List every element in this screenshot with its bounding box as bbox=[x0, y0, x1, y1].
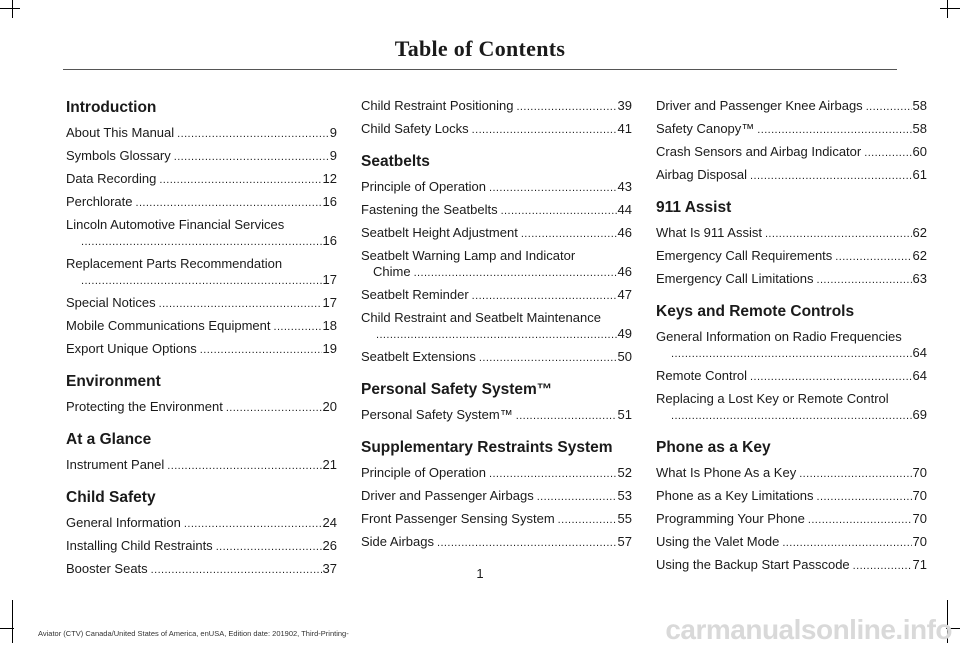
dot-leader bbox=[750, 369, 911, 385]
entry-title: Installing Child Restraints bbox=[66, 538, 213, 553]
dot-leader bbox=[216, 539, 322, 555]
section-heading: Seatbelts bbox=[361, 153, 430, 170]
entry-page-number: 20 bbox=[322, 399, 337, 414]
dot-leader bbox=[671, 346, 912, 362]
toc-column-2 bbox=[361, 98, 632, 565]
section-heading: Environment bbox=[66, 373, 161, 390]
entry-page-number: 46 bbox=[617, 264, 632, 279]
dot-leader bbox=[817, 272, 912, 288]
toc-entry[interactable] bbox=[361, 121, 632, 138]
entry-title: Programming Your Phone bbox=[656, 511, 805, 526]
entry-page-number: 41 bbox=[617, 121, 632, 136]
dot-leader bbox=[750, 168, 911, 184]
crop-mark bbox=[12, 0, 13, 18]
dot-leader bbox=[376, 327, 617, 343]
dot-leader bbox=[135, 195, 321, 211]
toc-entry[interactable] bbox=[361, 310, 632, 343]
dot-leader bbox=[765, 226, 912, 242]
entry-page-number: 9 bbox=[329, 125, 337, 140]
entry-title: Side Airbags bbox=[361, 534, 434, 549]
footer-edition-text: Aviator (CTV) Canada/United States of America, enUSA, Edition date: 201902, Third-Printing- bbox=[38, 629, 349, 638]
entry-title: Emergency Call Limitations bbox=[656, 271, 814, 286]
dot-leader bbox=[167, 458, 321, 474]
section-heading: Phone as a Key bbox=[656, 439, 771, 456]
entry-title: Driver and Passenger Airbags bbox=[361, 488, 534, 503]
crop-mark bbox=[0, 628, 14, 629]
crop-mark bbox=[12, 600, 13, 643]
entry-page-number: 63 bbox=[912, 271, 927, 286]
toc-entry[interactable] bbox=[656, 368, 927, 385]
entry-page-number: 46 bbox=[617, 225, 632, 240]
entry-title: Replacement Parts Recommendation bbox=[66, 256, 283, 271]
entry-page-number: 70 bbox=[912, 511, 927, 526]
toc-section bbox=[656, 302, 927, 424]
dot-leader bbox=[489, 466, 617, 482]
toc-column-1 bbox=[66, 98, 337, 592]
toc-entry[interactable] bbox=[66, 256, 337, 289]
entry-page-number: 51 bbox=[617, 407, 632, 422]
entry-page-number: 64 bbox=[912, 345, 927, 360]
page-title: Table of Contents bbox=[394, 36, 566, 61]
dot-leader bbox=[184, 516, 322, 532]
toc-entry[interactable] bbox=[361, 225, 632, 242]
dot-leader bbox=[516, 408, 617, 424]
entry-page-number: 43 bbox=[617, 179, 632, 194]
entry-title: Using the Valet Mode bbox=[656, 534, 780, 549]
dot-leader bbox=[200, 342, 322, 358]
entry-title: Child Restraint and Seatbelt Maintenance bbox=[361, 310, 601, 325]
section-heading: Supplementary Restraints System bbox=[361, 439, 613, 456]
entry-title: General Information on Radio Frequencies bbox=[656, 329, 902, 344]
entry-page-number: 70 bbox=[912, 534, 927, 549]
entry-page-number: 16 bbox=[322, 233, 337, 248]
toc-section bbox=[361, 152, 632, 366]
section-heading: Introduction bbox=[66, 99, 157, 116]
entry-title: Mobile Communications Equipment bbox=[66, 318, 271, 333]
toc-section bbox=[66, 488, 337, 578]
toc-column-3 bbox=[656, 98, 927, 588]
section-heading: 911 Assist bbox=[656, 199, 732, 216]
entry-page-number: 69 bbox=[912, 407, 927, 422]
entry-title: Front Passenger Sensing System bbox=[361, 511, 555, 526]
entry-page-number: 49 bbox=[617, 326, 632, 341]
dot-leader bbox=[866, 99, 912, 115]
entry-page-number: 21 bbox=[322, 457, 337, 472]
dot-leader bbox=[537, 489, 617, 505]
toc-entry[interactable] bbox=[66, 457, 337, 474]
toc-entry[interactable] bbox=[361, 202, 632, 219]
entry-title: Replacing a Lost Key or Remote Control bbox=[656, 391, 889, 406]
entry-page-number: 60 bbox=[912, 144, 927, 159]
toc-entry[interactable] bbox=[361, 407, 632, 424]
entry-title: Export Unique Options bbox=[66, 341, 197, 356]
entry-title: Fastening the Seatbelts bbox=[361, 202, 498, 217]
entry-title: Principle of Operation bbox=[361, 465, 487, 480]
entry-title: Special Notices bbox=[66, 295, 156, 310]
entry-title: Lincoln Automotive Financial Services bbox=[66, 217, 285, 232]
entry-page-number: 61 bbox=[912, 167, 927, 182]
entry-page-number: 71 bbox=[912, 557, 927, 572]
crop-mark bbox=[947, 0, 948, 18]
entry-title: Child Safety Locks bbox=[361, 121, 469, 136]
entry-title: About This Manual bbox=[66, 125, 175, 140]
toc-section bbox=[656, 438, 927, 574]
dot-leader bbox=[174, 149, 329, 165]
dot-leader bbox=[817, 489, 912, 505]
entry-title: Seatbelt Extensions bbox=[361, 349, 476, 364]
toc-section bbox=[66, 372, 337, 416]
section-heading: Child Safety bbox=[66, 489, 156, 506]
entry-title: Using the Backup Start Passcode bbox=[656, 557, 850, 572]
toc-section bbox=[361, 380, 632, 424]
entry-page-number: 64 bbox=[912, 368, 927, 383]
entry-title: Protecting the Environment bbox=[66, 399, 223, 414]
entry-title: Crash Sensors and Airbag Indicator bbox=[656, 144, 862, 159]
toc-section bbox=[656, 98, 927, 184]
toc-entry[interactable] bbox=[361, 287, 632, 304]
entry-page-number: 37 bbox=[322, 561, 337, 576]
entry-title: Data Recording bbox=[66, 171, 157, 186]
toc-entry[interactable] bbox=[66, 217, 337, 250]
entry-page-number: 52 bbox=[617, 465, 632, 480]
toc-entry[interactable] bbox=[656, 144, 927, 161]
toc-section bbox=[66, 430, 337, 474]
toc-entry[interactable] bbox=[361, 488, 632, 505]
entry-page-number: 24 bbox=[322, 515, 337, 530]
entry-page-number: 39 bbox=[617, 98, 632, 113]
crop-mark bbox=[0, 8, 20, 9]
dot-leader bbox=[437, 535, 617, 551]
toc-entry[interactable] bbox=[361, 349, 632, 366]
toc-entry[interactable] bbox=[361, 465, 632, 482]
dot-leader bbox=[864, 145, 911, 161]
dot-leader bbox=[159, 296, 322, 312]
entry-page-number: 12 bbox=[322, 171, 337, 186]
entry-page-number: 53 bbox=[617, 488, 632, 503]
dot-leader bbox=[835, 249, 911, 265]
toc-entry[interactable] bbox=[656, 121, 927, 138]
title-divider bbox=[63, 69, 897, 70]
dot-leader bbox=[799, 466, 911, 482]
toc-entry[interactable] bbox=[656, 167, 927, 184]
toc-entry[interactable] bbox=[66, 295, 337, 312]
entry-title: Personal Safety System™ bbox=[361, 407, 513, 422]
watermark: carmanualsonline.info bbox=[665, 614, 952, 645]
toc-section bbox=[361, 438, 632, 551]
entry-page-number: 16 bbox=[322, 194, 337, 209]
dot-leader bbox=[501, 203, 617, 219]
entry-page-number: 57 bbox=[617, 534, 632, 549]
toc-entry[interactable] bbox=[656, 391, 927, 424]
toc-entry[interactable] bbox=[656, 511, 927, 528]
toc-entry[interactable] bbox=[66, 148, 337, 165]
entry-title: What Is 911 Assist bbox=[656, 225, 762, 240]
entry-title: Symbols Glossary bbox=[66, 148, 171, 163]
toc-entry[interactable] bbox=[656, 98, 927, 115]
entry-title: Instrument Panel bbox=[66, 457, 165, 472]
toc-entry[interactable] bbox=[66, 318, 337, 335]
entry-page-number: 62 bbox=[912, 225, 927, 240]
entry-title: Booster Seats bbox=[66, 561, 148, 576]
section-heading: At a Glance bbox=[66, 431, 152, 448]
toc-entry[interactable] bbox=[66, 399, 337, 416]
dot-leader bbox=[81, 234, 322, 250]
section-heading: Personal Safety System™ bbox=[361, 381, 553, 398]
entry-page-number: 47 bbox=[617, 287, 632, 302]
entry-page-number: 70 bbox=[912, 465, 927, 480]
toc-entry[interactable] bbox=[656, 534, 927, 551]
toc-entry[interactable] bbox=[361, 534, 632, 551]
toc-entry[interactable] bbox=[656, 488, 927, 505]
dot-leader bbox=[159, 172, 321, 188]
toc-entry[interactable] bbox=[656, 248, 927, 265]
entry-title: General Information bbox=[66, 515, 181, 530]
dot-leader bbox=[671, 408, 912, 424]
entry-title: Principle of Operation bbox=[361, 179, 487, 194]
dot-leader bbox=[516, 99, 616, 115]
entry-page-number: 26 bbox=[322, 538, 337, 553]
entry-page-number: 44 bbox=[617, 202, 632, 217]
toc-entry[interactable] bbox=[361, 98, 632, 115]
entry-title: Remote Control bbox=[656, 368, 748, 383]
entry-title: Phone as a Key Limitations bbox=[656, 488, 814, 503]
entry-page-number: 55 bbox=[617, 511, 632, 526]
entry-title: Seatbelt Reminder bbox=[361, 287, 469, 302]
entry-page-number: 50 bbox=[617, 349, 632, 364]
entry-page-number: 17 bbox=[322, 295, 337, 310]
entry-page-number: 19 bbox=[322, 341, 337, 356]
toc-section bbox=[656, 198, 927, 288]
dot-leader bbox=[782, 535, 911, 551]
dot-leader bbox=[521, 226, 617, 242]
toc-entry[interactable] bbox=[656, 225, 927, 242]
toc-section bbox=[361, 98, 632, 138]
entry-page-number: 9 bbox=[329, 148, 337, 163]
toc-section bbox=[66, 98, 337, 358]
entry-title: Driver and Passenger Knee Airbags bbox=[656, 98, 863, 113]
dot-leader bbox=[177, 126, 329, 142]
toc-entry[interactable] bbox=[656, 271, 927, 288]
dot-leader bbox=[472, 288, 617, 304]
entry-title: Chime bbox=[373, 264, 411, 279]
dot-leader bbox=[226, 400, 322, 416]
toc-entry[interactable] bbox=[361, 248, 632, 281]
dot-leader bbox=[808, 512, 912, 528]
entry-page-number: 58 bbox=[912, 121, 927, 136]
dot-leader bbox=[472, 122, 617, 138]
toc-entry[interactable] bbox=[656, 329, 927, 362]
entry-title: Safety Canopy™ bbox=[656, 121, 755, 136]
toc-entry[interactable] bbox=[66, 194, 337, 211]
toc-entry[interactable] bbox=[361, 179, 632, 196]
toc-entry[interactable] bbox=[66, 125, 337, 142]
toc-entry[interactable] bbox=[361, 511, 632, 528]
entry-title: Seatbelt Height Adjustment bbox=[361, 225, 518, 240]
entry-title: Emergency Call Requirements bbox=[656, 248, 833, 263]
toc-entry[interactable] bbox=[66, 341, 337, 358]
toc-entry[interactable] bbox=[66, 515, 337, 532]
toc-entry[interactable] bbox=[66, 171, 337, 188]
dot-leader bbox=[479, 350, 617, 366]
dot-leader bbox=[489, 180, 617, 196]
entry-title: Perchlorate bbox=[66, 194, 133, 209]
entry-title: Airbag Disposal bbox=[656, 167, 748, 182]
dot-leader bbox=[414, 265, 617, 281]
dot-leader bbox=[558, 512, 617, 528]
page-number: 1 bbox=[476, 566, 484, 581]
entry-title: Child Restraint Positioning bbox=[361, 98, 514, 113]
entry-page-number: 70 bbox=[912, 488, 927, 503]
dot-leader bbox=[273, 319, 321, 335]
section-heading: Keys and Remote Controls bbox=[656, 303, 855, 320]
toc-entry[interactable] bbox=[656, 465, 927, 482]
dot-leader bbox=[757, 122, 911, 138]
entry-title: What Is Phone As a Key bbox=[656, 465, 797, 480]
entry-page-number: 62 bbox=[912, 248, 927, 263]
entry-title: Seatbelt Warning Lamp and Indicator bbox=[361, 248, 576, 263]
crop-mark bbox=[940, 8, 960, 9]
toc-entry[interactable] bbox=[66, 538, 337, 555]
entry-page-number: 17 bbox=[322, 272, 337, 287]
dot-leader bbox=[81, 273, 322, 289]
entry-page-number: 18 bbox=[322, 318, 337, 333]
entry-page-number: 58 bbox=[912, 98, 927, 113]
